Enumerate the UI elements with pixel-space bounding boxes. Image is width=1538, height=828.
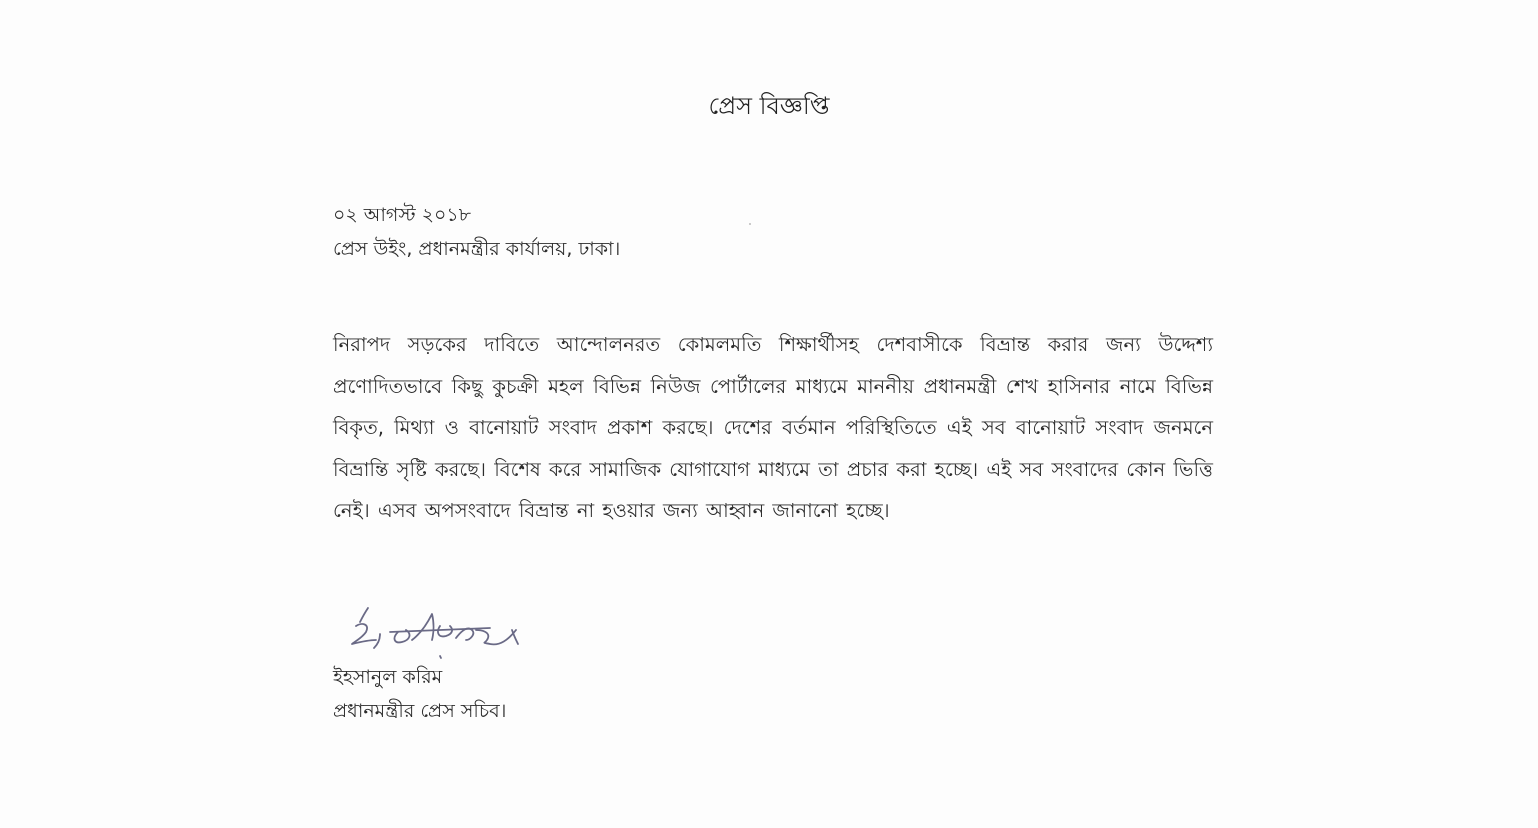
paper-speck bbox=[749, 223, 751, 225]
document-title: প্রেস বিজ্ঞপ্তি bbox=[708, 92, 830, 120]
signatory-designation: প্রধানমন্ত্রীর প্রেস সচিব। bbox=[333, 700, 507, 722]
release-date: ০২ আগস্ট ২০১৮ bbox=[333, 204, 472, 226]
handwritten-signature bbox=[340, 600, 530, 664]
signatory-block bbox=[333, 660, 506, 728]
document-meta bbox=[333, 198, 620, 266]
signatory-name: ইহসানুল করিম bbox=[333, 666, 443, 688]
issuing-office: প্রেস উইং, প্রধানমন্ত্রীর কার্যালয়, ঢাকা। bbox=[333, 238, 621, 260]
release-body: নিরাপদ সড়কের দাবিতে আন্দোলনরত কোমলমতি শিক্ষার্থীসহ দেশবাসীকে বিভ্রান্ত করার জন্য উদ্দেশ্য প্রণোদিতভাবে কিছু কুচক্রী মহল বিভিন্ন নিউজ পোর্টালের মাধ্যমে মাননীয় প্রধানমন্ত্রী শেখ হাসিনার নামে বিভিন্ন বিকৃত, মিথ্যা ও বানোয়াট সংবাদ প্রকাশ করছে। দেশের বর্তমান পরিস্থিতিতে এই সব বানোয়াট সংবাদ জনমনে বিভ্রান্তি সৃষ্টি করছে। বিশেষ করে সামাজিক যোগাযোগ মাধ্যমে তা প্রচার করা হচ্ছে। এই সব সংবাদের কোন ভিত্তি নেই। এসব অপসংবাদে বিভ্রান্ত না হওয়ার জন্য আহ্বান জানানো হচ্ছে। bbox=[333, 333, 1213, 522]
